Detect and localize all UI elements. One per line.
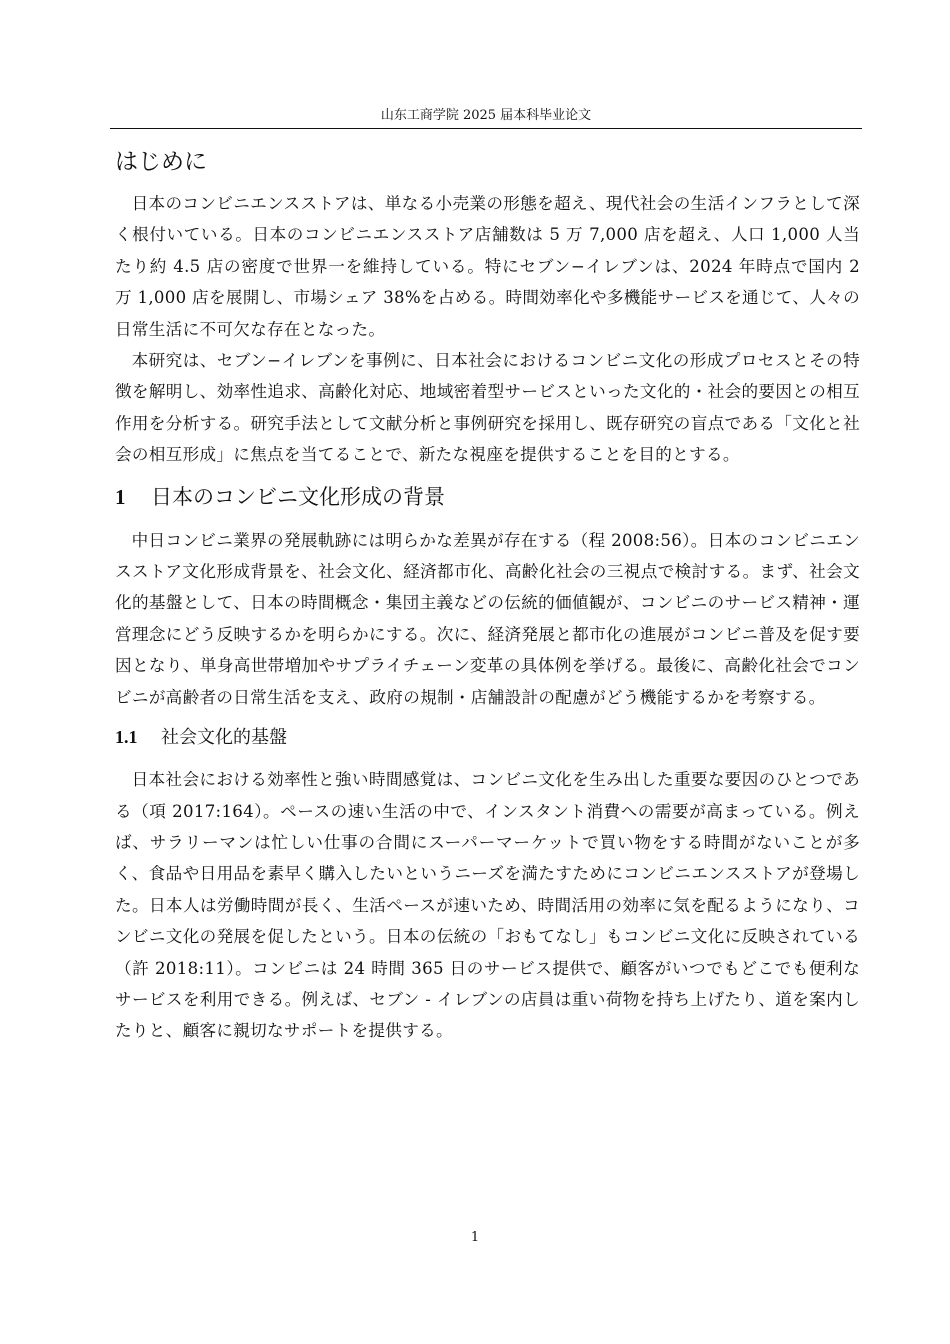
intro-heading: はじめに — [115, 149, 207, 175]
section-1-title: 日本のコンビニ文化形成の背景 — [151, 484, 445, 509]
section-1-paragraph: 中日コンビニ業界の発展軌跡には明らかな差異が存在する（程 2008:56）。日本のコンビニエンスストア文化形成背景を、社会文化、経済都市化、高齢化社会の三視点で検討する。まず、社会文化的基盤として、日本の時間概念・集団主義などの伝統的価値観が、コンビニのサービス精神・運営理念にどう反映するかを明らかにする。次に、経済発展と都市化の進展がコンビニ普及を促す要因となり、単身高世帯増加やサプライチェーン変革の具体例を挙げる。最後に、高齢化社会でコンビニが高齢者の日常生活を支え、政府の規制・店舗設計の配慮がどう機能するかを考察する。 — [115, 530, 860, 707]
section-1-1-number: 1.1 — [115, 727, 138, 748]
intro-paragraph-1: 日本のコンビニエンスストアは、単なる小売業の形態を超え、現代社会の生活インフラとして深く根付いている。日本のコンビニエンスストア店舗数は 5 万 7,000 店を超え、人口 1,000 人当たり約 4.5 店の密度で世界一を維持している。特にセブン−イレブンは、2024 年時点で国内 2 万 1,000 店を展開し、市場シェア 38%を占める。時間効率化や多機能サービスを通じて、人々の日常生活に不可欠な存在となった。 — [115, 194, 860, 339]
section-1-number: 1 — [115, 484, 126, 509]
page-body — [115, 146, 860, 1047]
running-header: 山东工商学院 2025 届本科毕业论文 — [380, 108, 592, 123]
section-1-1-paragraph: 日本社会における効率性と強い時間感覚は、コンビニ文化を生み出した重要な要因のひとつである（項 2017:164）。ペースの速い生活の中で、インスタント消費への需要が高まっている。例えば、サラリーマンは忙しい仕事の合間にスーパーマーケットで買い物をする時間がないことが多く、食品や日用品を素早く購入したいというニーズを満たすためにコンビニエンスストアが登場した。日本人は労働時間が長く、生活ペースが速いため、時間活用の効率に気を配るようになり、コンビニ文化の発展を促したという。日本の伝統の「おもてなし」もコンビニ文化に反映されている（許 2018:11）。コンビニは 24 時間 365 日のサービス提供で、顧客がいつでもどこでも便利なサービスを利用できる。例えば、セブン - イレブンの店員は重い荷物を持ち上げたり、道を案内したりと、顧客に親切なサポートを提供する。 — [115, 770, 861, 1041]
intro-paragraph-2: 本研究は、セブン−イレブンを事例に、日本社会におけるコンビニ文化の形成プロセスとその特徴を解明し、効率性追求、高齢化対応、地域密着型サービスといった文化的・社会的要因との相互作用を分析する。研究手法として文献分析と事例研究を採用し、既存研究の盲点である「文化と社会の相互形成」に焦点を当てることで、新たな視座を提供することを目的とする。 — [115, 351, 860, 465]
section-1-1-heading — [115, 723, 860, 752]
section-1-heading — [115, 481, 860, 513]
header-divider — [110, 128, 862, 129]
page-number: 1 — [470, 1230, 480, 1245]
section-1-1-title: 社会文化的基盤 — [161, 727, 287, 749]
